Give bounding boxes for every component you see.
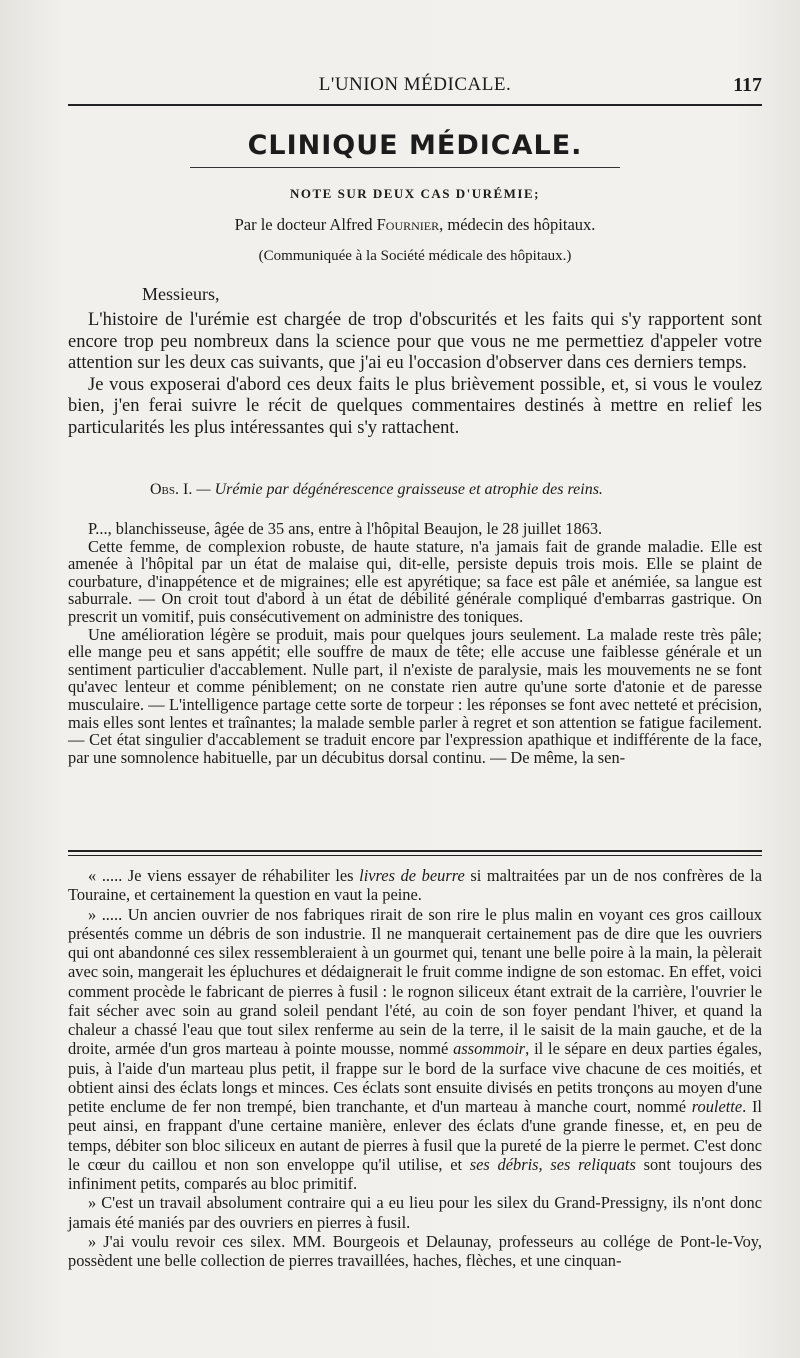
running-head <box>68 74 762 100</box>
byline-prefix: Par le docteur Alfred <box>234 215 377 234</box>
header-rule <box>68 104 762 106</box>
article-title: NOTE SUR DEUX CAS D'URÉMIE; <box>290 186 540 201</box>
feuilleton-paragraph <box>68 905 762 1194</box>
author-name: Fournier <box>376 215 440 234</box>
byline-suffix: , médecin des hôpitaux. <box>439 215 596 234</box>
text-run: si maltraitées par un de nos confrères de la Touraine, et certainement la question en vaut la peine. <box>68 866 762 905</box>
case-text <box>68 520 762 766</box>
intro-paragraph: L'histoire de l'urémie est chargée de trop d'obscurités et les faits qui s'y rapportent sont encore trop peu nombreux dans la science pour que vous ne me permettiez d'appeler votre attention sur les deux cas suivants, que j'ai eu l'occasion d'observer dans ces derniers temps. <box>68 310 762 373</box>
intro-text <box>68 310 762 439</box>
section-title-rule <box>190 167 620 168</box>
text-run: , il le sépare en deux parties égales, puis, à l'aide d'un marteau plus petit, il frappe sur le bord de la surface vive chacune de ces moitiés, et obtient ainsi des éclats longs et minces. Ces éclats sont ensuite divisés en petits tronçons au moyen d'une petite enclume de fer non trempé, bien tranchante, et d'un marteau à manche court, nommé <box>68 1039 762 1116</box>
italic-run: ses débris, ses reliquats <box>469 1154 636 1174</box>
running-title: L'UNION MÉDICALE. <box>318 74 512 95</box>
text-run: sont toujours des infiniment petits, comparés au bloc primitif. <box>68 1154 762 1193</box>
feuilleton-paragraph: » C'est un travail absolument contraire qui a eu lieu pour les silex du Grand-Pressigny, ils n'ont donc jamais été maniés par des ouvriers en pierres à fusil. <box>68 1193 762 1232</box>
byline <box>68 215 762 235</box>
text-run: « ..... Je viens essayer de réhabiliter les <box>88 866 360 885</box>
italic-run: assommoir <box>453 1039 526 1059</box>
observation-label: Obs. I. <box>150 481 193 498</box>
feuilleton-text <box>68 866 762 1270</box>
case-paragraph: P..., blanchisseuse, âgée de 35 ans, entre à l'hôpital Beaujon, le 28 juillet 1863. <box>88 519 603 538</box>
feuilleton-paragraph: » J'ai voulu revoir ces silex. MM. Bourgeois et Delaunay, professeurs au collége de Pont-le-Voy, possèdent une belle collection de pierres travaillées, haches, flèches, et une cinquan- <box>68 1231 762 1270</box>
page-number: 117 <box>733 74 762 96</box>
observation-title: — Urémie par dégénérescence graisseuse et atrophie des reins. <box>192 481 603 498</box>
feuilleton-paragraph <box>68 866 762 905</box>
salutation: Messieurs, <box>142 284 220 304</box>
intro-paragraph: Je vous exposerai d'abord ces deux faits le plus brièvement possible, et, si vous le voulez bien, j'en ferai suivre le récit de quelques commentaires destinés à mettre en relief les particularités les plus intéressantes qui s'y rattachent. <box>68 374 762 438</box>
feuilleton-divider <box>68 850 762 856</box>
section-title: CLINIQUE MÉDICALE. <box>247 130 583 161</box>
case-paragraph: Cette femme, de complexion robuste, de haute stature, n'a jamais fait de grande maladie. Elle est amenée à l'hôpital par un état de malaise qui, dit-elle, persiste depuis trois mois. Elle se plaint de courbature, d'inappétence et de migraines; elle est apyrétique; sa face est pâle et anémiée, sa langue est saburrale. — On croit tout d'abord à un état de débilité générale compliqué d'embarras gastrique. On prescrit un vomitif, puis consécutivement on administre des toniques. <box>68 536 762 626</box>
communication-note: (Communiquée à la Société médicale des hôpitaux.) <box>258 248 572 264</box>
text-run: » ..... Un ancien ouvrier de nos fabriques rirait de son rire le plus malin en voyant ces gros cailloux présentés comme un débris de son industrie. Il ne manquerait certainement pas de dire que les ouvriers qui ont abandonné ces silex ressembleraient à un gourmet qui, tenant une belle poire à la main, la pèlerait avec soin, mangerait les épluchures et dédaignerait le fruit comme indigne de son estomac. En effet, voici comment procède le fabricant de pierres à fusil : le rognon siliceux étant extrait de la carrière, l'ouvrier le fait sécher avec soin au grand soleil pendant l'été, au coin de son foyer pendant l'hiver, et quand la chaleur a chassé l'eau que tout silex renferme au sein de la terre, il le saisit de la main gauche, et de la droite, armée d'un gros marteau à pointe mousse, nommé <box>68 904 762 1059</box>
text-run: . Il peut ainsi, en frappant d'une certaine manière, enlever des éclats d'une grande finesse, et, en peu de temps, débiter son bloc siliceux en autant de pierres à fusil que la pureté de la pierre le permet. C'est donc le cœur du caillou et non son enveloppe qu'il utilise, et <box>68 1097 762 1174</box>
case-paragraph: Une amélioration légère se produit, mais pour quelques jours seulement. La malade reste très pâle; elle mange peu et sans appétit; elle souffre de maux de tête; elle accuse une faiblesse générale et un sentiment particulier d'accablement. Nulle part, il n'existe de paralysie, mais les mouvements ne se font qu'avec lenteur et comme péniblement; on ne constate rien autre qu'une sorte d'atonie et de paresse musculaire. — L'intelligence partage cette sorte de torpeur : les réponses se font avec netteté et précision, mais elles sont lentes et traînantes; la malade semble parler à regret et son attention se fatigue facilement. — Cet état singulier d'accablement se traduit encore par l'expression apathique et indifférente de la face, par une somnolence habituelle, par un décubitus dorsal continu. — De même, la sen- <box>68 624 762 767</box>
observation-heading <box>150 481 603 499</box>
italic-run: livres de beurre <box>359 866 465 885</box>
italic-run: roulette <box>691 1097 743 1116</box>
